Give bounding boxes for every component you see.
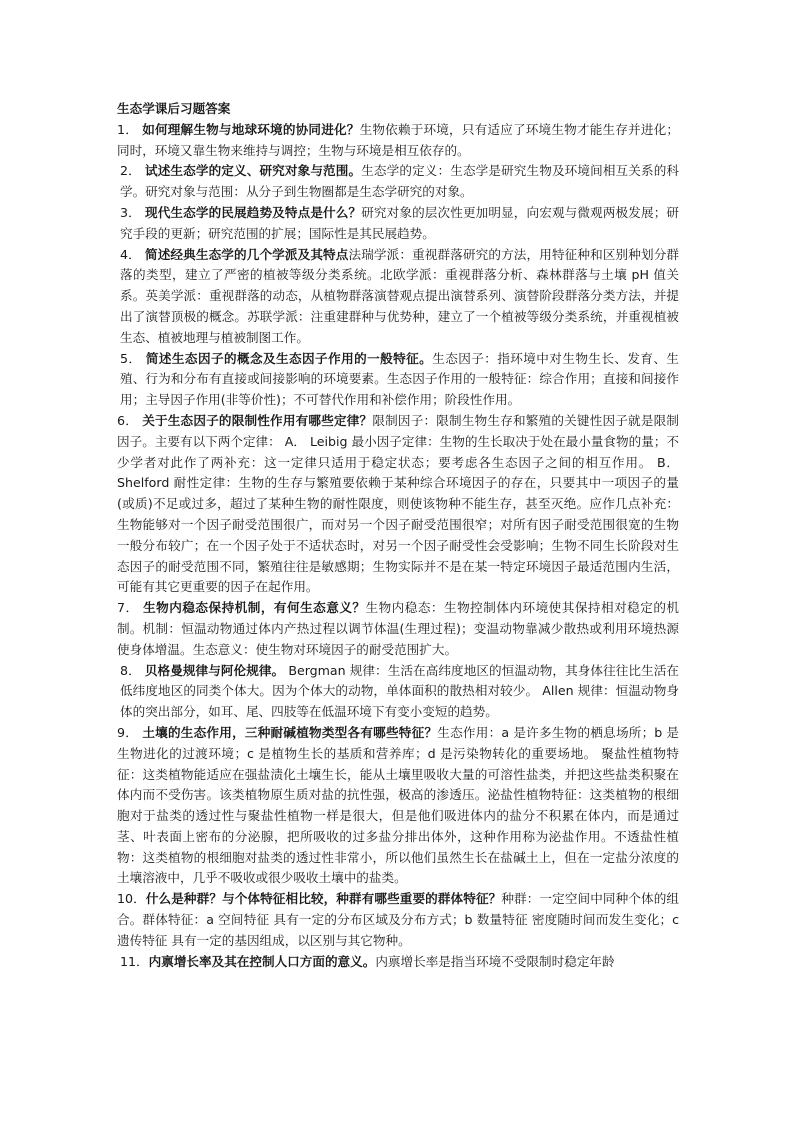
question-number: 2． (120, 163, 141, 179)
question-text: 试述生态学的定义、研究对象与范围。 (145, 163, 362, 179)
question-text: 生物内稳态保持机制，有何生态意义？ (143, 600, 366, 616)
question-number: 4． (120, 246, 141, 262)
question-number: 9． (117, 724, 139, 740)
question-text: 简述生态因子的概念及生态因子作用的一般特征。 (145, 350, 433, 366)
question-number: 5． (120, 350, 142, 366)
qa-item-11 (117, 952, 679, 973)
question-text: 什么是种群？与个体特征相比较，种群有哪些重要的群体特征？ (145, 891, 502, 907)
answer-text: 生态作用：a 是许多生物的栖息场所；b 是生物进化的过渡环境；c 是植物生长的基质和营养库；d 是污染物转化的重要场地。 聚盐性植物特征：这类植物能适应在强盐渍化土壤生长，能从土壤里吸收大量的可溶性盐类，并把这些盐类积聚在体内而不受伤害。该类植物原生质对盐的抗性强，极高的渗透压。泌盐性植物特征：这类植物的根细胞对于盐类的透过性与聚盐性植物一样是很大，但是他们吸进体内的盐分不积累在体内，而是通过茎、叶表面上密布的分泌腺，把所吸收的过多盐分排出体外，这种作用称为泌盐作用。不透盐性植物：这类植物的根细胞对盐类的透过性非常小，所以他们虽然生长在盐碱土上，但在一定盐分浓度的土壤溶液中，几乎不吸收或很少吸收土壤中的盐类。 (117, 724, 680, 886)
document-page (117, 99, 679, 972)
answer-text: 内禀增长率是指当环境不受限制时稳定年龄 (375, 953, 615, 969)
question-text: 贝格曼规律与阿伦规律。 (144, 662, 285, 678)
question-text: 关于生态因子的限制性作用有哪些定律？ (142, 412, 373, 428)
answer-text: 生物依赖于环境，只有适应了环境生物才能生存并进化；同时，环境又靠生物来维持与调控；生物与环境是相互依存的。 (117, 121, 680, 158)
answer-text: 生物内稳态：生物控制体内环境使其保持相对稳定的机制。机制：恒温动物通过体内产热过程以调节体温(生理过程)；变温动物靠减少散热或利用环境热源使身体增温。生态意义：使生物对环境因子的耐受范围扩大。 (117, 600, 680, 657)
qa-item-4 (117, 245, 679, 349)
question-text: 如何理解生物与地球环境的协同进化？ (142, 121, 360, 137)
document-title: 生态学课后习题答案 (117, 101, 231, 116)
question-number: 8． (120, 662, 141, 678)
qa-item-3 (117, 203, 679, 245)
question-number: 3． (120, 204, 141, 220)
qa-item-10 (117, 889, 679, 951)
answer-text: 限制因子：限制生物生存和繁殖的关键性因子就是限制因子。主要有以下两个定律： A． Leibig 最小因子定律：生物的生长取决于处在最小量食物的量；不少学者对此作了两补充：这一定律只适用于稳定状态；要考虑各生态因子之间的相互作用。 B． Shelford 耐性定律：生物的生存与繁殖要依赖于某种综合环境因子的存在，只要其中一项因子的量(或质)不足或过多，超过了某种生物的耐性限度，则使该物种不能生存，甚至灭绝。应作几点补充：生物能够对一个因子耐受范围很广，而对另一个因子耐受范围很窄；对所有因子耐受范围很宽的生物一般分布较广；在一个因子处于不适状态时，对另一个因子耐受性会受影响；生物不同生长阶段对生态因子的耐受范围不同，繁殖往往是敏感期；生物实际并不是在某一特定环境因子最适范围内生活，可能有其它更重要的因子在起作用。 (117, 412, 680, 595)
question-number: 10． (117, 891, 146, 907)
answer-text: 生态学的定义：生态学是研究生物及环境间相互关系的科学。研究对象与范围：从分子到生物圈都是生态学研究的对象。 (120, 163, 680, 200)
qa-item-1 (117, 120, 679, 162)
answer-text: Bergman 规律：生活在高纬度地区的恒温动物，其身体往往比生活在低纬度地区的同类个体大。因为个体大的动物，单体面积的散热相对较少。 Allen 规律：恒温动物身体的突出部分，如耳、尾、四肢等在低温环境下有变小变短的趋势。 (120, 662, 680, 720)
answer-text: 法瑞学派：重视群落研究的方法，用特征种和区别种划分群落的类型，建立了严密的植被等级分类系统。北欧学派：重视群落分析、森林群落与土壤 pH 值关系。英美学派：重视群落的动态，从植物群落演替观点提出演替系列、演替阶段群落分类方法，并提出了演替顶极的概念。苏联学派：注重建群种与优势种，建立了一个植被等级分类系统，并重视植被生态、植被地理与植被制图工作。 (120, 246, 680, 345)
answer-text: 研究对象的层次性更加明显，向宏观与微观两极发展；研究手段的更新；研究范围的扩展；国际性是其民展趋势。 (120, 204, 680, 241)
qa-item-2 (117, 161, 679, 203)
question-number: 6． (117, 412, 138, 428)
question-text: 内禀增长率及其在控制人口方面的意义。 (148, 953, 376, 969)
qa-item-9 (117, 723, 679, 889)
qa-item-6 (117, 411, 679, 598)
question-number: 7． (117, 600, 139, 616)
qa-item-8 (117, 661, 679, 723)
question-number: 1． (117, 121, 138, 137)
qa-item-5 (117, 349, 679, 411)
question-text: 简述经典生态学的几个学派及其特点 (145, 246, 349, 262)
question-text: 现代生态学的民展趋势及特点是什么？ (145, 204, 362, 220)
qa-item-7 (117, 598, 679, 660)
answer-text: 生态因子：指环境中对生物生长、发育、生殖、行为和分布有直接或间接影响的环境要素。生态因子作用的一般特征：综合作用；直接和间接作用；主导因子作用(非等价性)；不可替代作用和补偿作用；阶段性作用。 (120, 350, 680, 408)
answer-text: 种群：一定空间中同种个体的组合。群体特征：a 空间特征 具有一定的分布区域及分布方式；b 数量特征 密度随时间而发生变化；c 遗传特征 具有一定的基因组成，以区别与其它物种。 (117, 891, 679, 948)
question-number: 11． (120, 953, 149, 969)
question-text: 土壤的生态作用，三种耐碱植物类型各有哪些特征？ (142, 724, 438, 740)
